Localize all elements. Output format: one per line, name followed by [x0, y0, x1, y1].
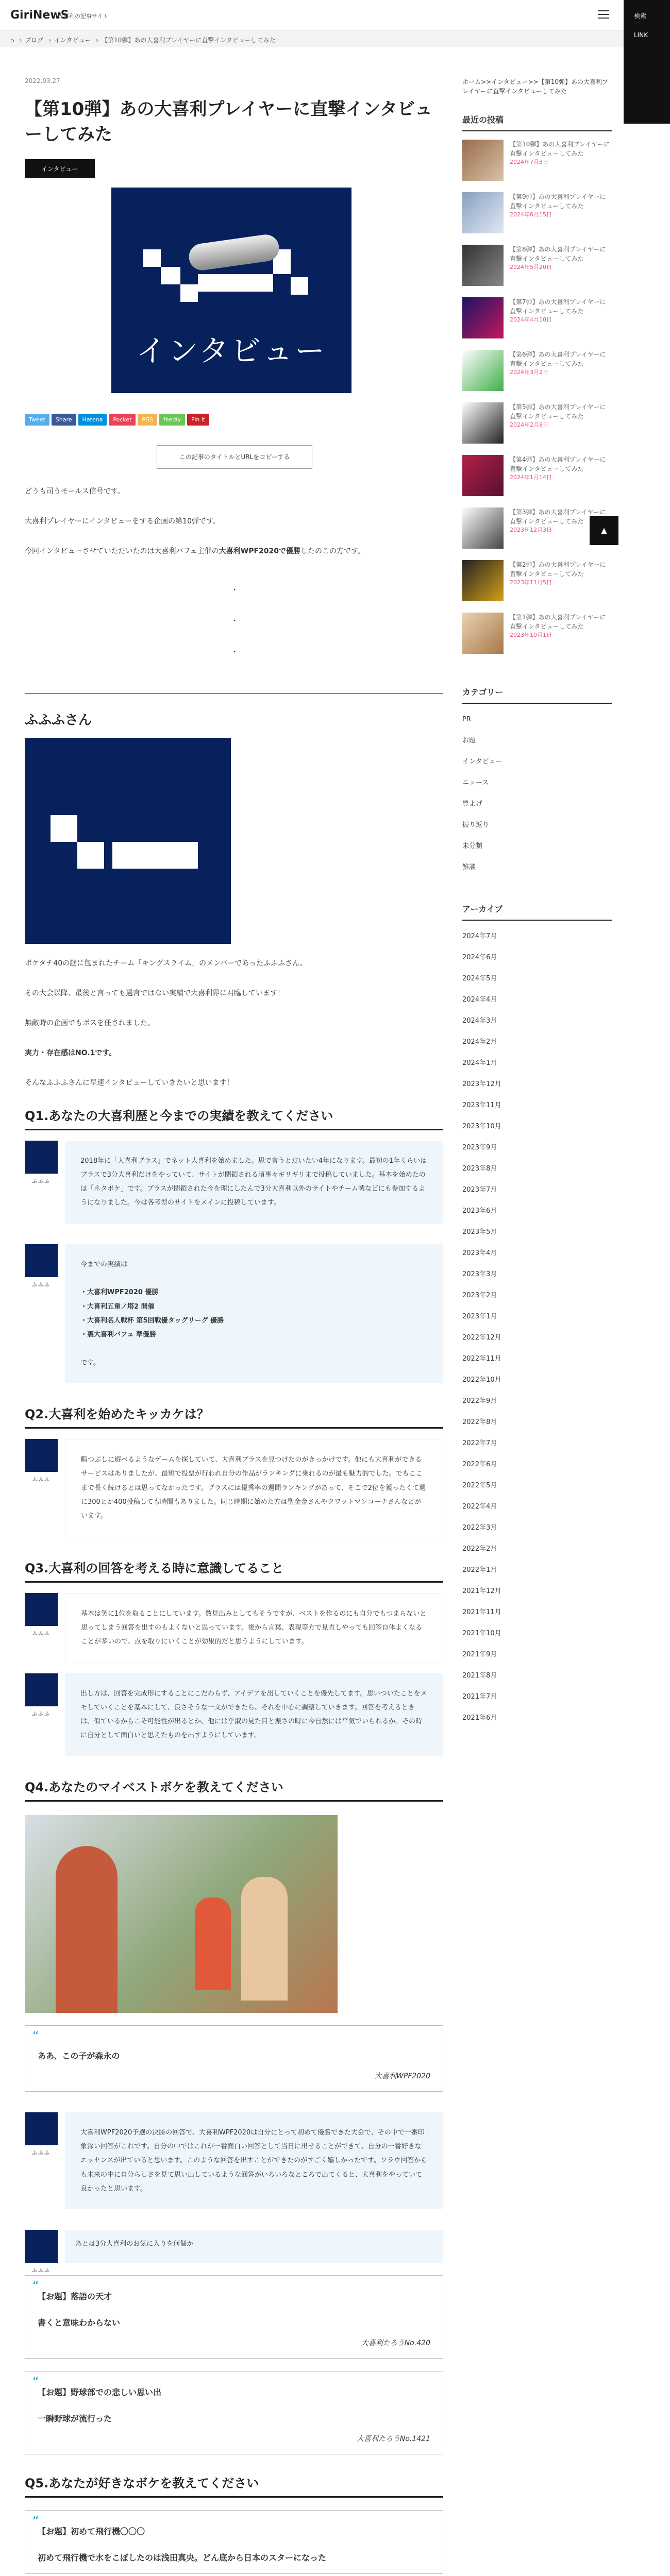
home-icon[interactable]: ⌂ — [10, 37, 14, 44]
archive-link[interactable]: 2022年12月 — [462, 1334, 501, 1342]
question-heading: Q2.大喜利を始めたキッカケは？ — [25, 1404, 443, 1429]
question-heading: Q5.あなたが好きなボケを教えてください — [25, 2473, 443, 2498]
archive-link[interactable]: 2024年1月 — [462, 1059, 497, 1067]
guest-line: その大会以降、最後と言っても過言ではない実績で大喜利界に君臨しています！ — [25, 989, 284, 997]
post-title[interactable]: 【第4弾】あの大喜利プレイヤーに直撃インタビューしてみた — [510, 456, 606, 472]
avatar: ふふふ — [25, 1673, 58, 1706]
avatar: ふふふ — [25, 2112, 58, 2145]
archive-link[interactable]: 2024年6月 — [462, 954, 497, 961]
family-photo — [25, 1815, 338, 2013]
share-feedly[interactable]: feedly — [159, 414, 185, 426]
category-link[interactable]: 雑談 — [462, 863, 476, 871]
recent-post-item[interactable] — [462, 613, 612, 657]
quote-icon: “ — [32, 2375, 39, 2389]
post-thumbnail[interactable] — [462, 350, 504, 391]
quote-title: 【お題】落語の天才 — [38, 2292, 112, 2302]
quote-icon: “ — [32, 2279, 39, 2294]
archive-link[interactable]: 2023年5月 — [462, 1228, 497, 1236]
category-link[interactable]: 豊よげ — [462, 800, 483, 808]
archive-link[interactable]: 2023年12月 — [462, 1080, 501, 1088]
quote-title: 【お題】野球部での悲しい思い出 — [38, 2387, 162, 2398]
answer-bubble: 暇つぶしに遊べるようなゲームを探していて、大喜利ブラスを見つけたのがきっかけです。他にも大喜利ができるサービスはありましたが、最短で投票が行われ自分の作品がランキングに乗れるのが最も魅力的でした。でもここまで長く続けるとは思ってなかったです。ブラスには優秀率の週間ランキングがあって、そこで2位を獲ったくて週に300とか400投稿しても時間もありました。同じ時期に始めた方は聖金金さんやクワットマンコーチさんなどがいます。 — [65, 1439, 443, 1537]
recent-posts-title: 最近の投稿 — [462, 113, 612, 131]
archive-link[interactable]: 2021年10月 — [462, 1630, 501, 1637]
post-title[interactable]: 【第3弾】あの大喜利プレイヤーに直撃インタビューしてみた — [510, 509, 606, 525]
archive-link[interactable]: 2023年1月 — [462, 1313, 497, 1320]
quote-cite: 大喜利WPF2020 — [375, 2072, 430, 2080]
guest-image — [25, 738, 231, 944]
post-date: 2023年11月5日 — [510, 579, 552, 586]
archive-link[interactable]: 2023年3月 — [462, 1270, 497, 1278]
archive-list — [462, 926, 612, 1728]
post-title[interactable]: 【第2弾】あの大喜利プレイヤーに直撃インタビューしてみた — [510, 561, 606, 578]
archive-link[interactable]: 2024年4月 — [462, 996, 497, 1004]
archive-link[interactable]: 2022年5月 — [462, 1482, 497, 1489]
recent-posts-list — [462, 140, 612, 657]
recent-post-item[interactable] — [462, 402, 612, 447]
post-thumbnail[interactable] — [462, 613, 504, 654]
category-link[interactable]: PR — [462, 716, 471, 723]
post-date: 2023年10月1日 — [510, 632, 552, 638]
category-link[interactable]: 振り返り — [462, 821, 490, 829]
archive-link[interactable]: 2024年7月 — [462, 933, 497, 940]
post-date: 2024年6月15日 — [510, 211, 552, 218]
intro-line: どうも司うモールス信号です。 — [25, 487, 125, 496]
question-heading: Q4.あなたのマイベストボケを教えてください — [25, 1777, 443, 1802]
eyecatch-image — [111, 188, 351, 393]
link-link[interactable]: LINK — [634, 31, 648, 39]
recent-post-item[interactable] — [462, 192, 612, 236]
post-title[interactable]: 【第7弾】あの大喜利プレイヤーに直撃インタビューしてみた — [510, 298, 606, 315]
archive-link[interactable]: 2022年11月 — [462, 1355, 501, 1363]
boke-quote — [25, 2371, 443, 2454]
archive-link[interactable]: 2023年9月 — [462, 1144, 497, 1151]
archive-link[interactable]: 2021年12月 — [462, 1587, 501, 1595]
avatar: ふふふ — [25, 1439, 58, 1472]
avatar: ふふふ — [25, 2230, 58, 2263]
avatar: ふふふ — [25, 1244, 58, 1277]
question-heading: Q3.大喜利の回答を考える時に意識してること — [25, 1558, 443, 1583]
archive-link[interactable]: 2022年4月 — [462, 1503, 497, 1511]
archive-link[interactable]: 2022年8月 — [462, 1418, 497, 1426]
share-pocket[interactable]: Pocket — [109, 414, 136, 426]
question-heading: Q1.あなたの大喜利歴と今までの実績を教えてください — [25, 1106, 443, 1130]
archive-link[interactable]: 2021年9月 — [462, 1651, 497, 1658]
quote-text: 初めて飛行機で水をこぼしたのは浅田真央。どん底から日本のスターになった — [38, 2553, 327, 2563]
article-title: 【第10弾】あの大喜利プレイヤーに直撃インタビューしてみた — [25, 99, 432, 145]
post-date: 2024年7月3日 — [510, 159, 548, 165]
archive-link[interactable]: 2023年11月 — [462, 1101, 501, 1109]
post-thumbnail[interactable] — [462, 507, 504, 549]
microphone-icon — [187, 233, 281, 272]
share-rss[interactable]: RSS — [138, 414, 157, 426]
archive-link[interactable]: 2021年8月 — [462, 1672, 497, 1680]
post-thumbnail[interactable] — [462, 560, 504, 601]
recent-post-item[interactable] — [462, 297, 612, 342]
guest-line: 無敵時の企画でもボスを任されました。 — [25, 1019, 155, 1027]
guest-line: 実力・存在感はNO.1です。 — [25, 1048, 116, 1057]
archive-link[interactable]: 2023年8月 — [462, 1165, 497, 1173]
quote-cite: 大喜利たろうNo.1421 — [356, 2435, 430, 2444]
avatar: ふふふ — [25, 1593, 58, 1626]
archive-link[interactable]: 2023年2月 — [462, 1292, 497, 1299]
archive-link[interactable]: 2023年4月 — [462, 1249, 497, 1257]
ellipsis-dots: ・ ・ ・ — [231, 586, 238, 656]
archive-link[interactable]: 2024年2月 — [462, 1038, 497, 1046]
answer-bubble: 今までの実績は ・大喜利WPF2020 優勝 ・大喜利五重ノ塔2 開催 ・大喜利名人戦杯 第5回戦優タッグリーグ 優勝 ・裏大喜利バフェ 準優勝 です。 — [65, 1244, 443, 1383]
category-list — [462, 709, 612, 878]
post-title[interactable]: 【第6弾】あの大喜利プレイヤーに直撃インタビューしてみた — [510, 351, 606, 367]
post-date: 2024年3月2日 — [510, 369, 548, 376]
archive-link[interactable]: 2022年1月 — [462, 1566, 497, 1574]
hamburger-icon[interactable] — [598, 10, 609, 19]
quote-text: ああ、この子が森永の — [38, 2050, 120, 2061]
category-link[interactable]: お題 — [462, 737, 476, 744]
post-thumbnail[interactable] — [462, 245, 504, 286]
archive-link[interactable]: 2021年6月 — [462, 1714, 497, 1722]
site-logo[interactable]: GiriNewS — [10, 9, 69, 22]
recent-post-item[interactable] — [462, 140, 612, 184]
archive-link[interactable]: 2022年6月 — [462, 1461, 497, 1468]
eyecatch-word: インタビュー — [136, 333, 327, 368]
dark-side-panel — [624, 0, 670, 124]
boke-quote — [25, 2275, 443, 2359]
share-pinterest[interactable]: Pin it — [187, 414, 209, 426]
quote-title: 【お題】初めて飛行機〇〇〇 — [38, 2527, 145, 2537]
article-main — [25, 77, 443, 2574]
post-title[interactable]: 【第1弾】あの大喜利プレイヤーに直撃インタビューしてみた — [510, 614, 606, 630]
post-title[interactable]: 【第5弾】あの大喜利プレイヤーに直撃インタビューしてみた — [510, 403, 606, 420]
post-title[interactable]: 【第8弾】あの大喜利プレイヤーに直撃インタビューしてみた — [510, 246, 606, 262]
post-thumbnail[interactable] — [462, 297, 504, 338]
post-thumbnail[interactable] — [462, 402, 504, 444]
quote-text: 一瞬野球が流行った — [38, 2414, 112, 2424]
boke-quote — [25, 2510, 443, 2574]
category-link[interactable]: 未分類 — [462, 842, 483, 850]
copy-title-url-button[interactable]: この記事のタイトルとURLをコピーする — [157, 445, 312, 469]
arrow-up-icon[interactable]: ▲ — [590, 516, 618, 545]
share-facebook[interactable]: Share — [52, 414, 76, 426]
guest-heading: ふふふさん — [25, 712, 92, 728]
category-link[interactable]: インタビュー — [462, 758, 502, 766]
post-date: 2024年2月8日 — [510, 421, 548, 428]
guest-line: ボケタチ40の謎に包まれたチーム「キングスライム」のメンバーであったふふふさん。 — [25, 959, 307, 968]
archive-link[interactable]: 2022年7月 — [462, 1439, 497, 1447]
answer-bubble: 2018年に「大喜利ブラス」でネット大喜利を始めました。思で言うとだいたい4年になります。最初の1年くらいはブラスで3分大喜利だけをやっていて、サイトが閉鎖される頃事々ギリギリまで投稿していました。基本を始めたのは「ネタボケ」です。ブラスが閉鎖された今を理にしたんで3分大喜利以外のサイトやチーム戦などにも参加するようになりました。今は各考型のサイトをメインに投稿しています。 — [65, 1141, 443, 1224]
archive-link[interactable]: 2023年10月 — [462, 1123, 501, 1130]
share-buttons — [25, 414, 443, 426]
sidebar — [462, 77, 612, 1728]
recent-post-item[interactable] — [462, 455, 612, 499]
archive-title: アーカイブ — [462, 903, 612, 921]
post-date: 2023年12月3日 — [510, 527, 552, 533]
breadcrumb: ⌂ › ブログ › インタビュー › 【第10弾】あの大喜利プレイヤーに直撃インタビューしてみた — [0, 31, 624, 47]
answer-bubble: 基本は笑に1位を取ることにしています。数見出みとしてもそうですが、ベストを作るのにも自分でもつまらないと思ってしまう回答を出すのもよくないと思っています。後から言葉、表現等方で見直しやっても回答自体よくなることが多いので、点を取りにいくことが効果的だと思うようにしています。 — [65, 1593, 443, 1663]
answer-bubble: 大喜利WPF2020予選の決勝の回答で、大喜利WPF2020は自分にとって初めて優勝できた大会で、その中で一番印象深い回答がこれです。自分の中ではこれが一番面白い回答として当日に出せることができて、自分の一番好きなエッセンスが出ていると思います。このような回答を出すことができたのがすごく嬉しかったです。ワラウ回答からも未来の中に自分らしさを見て思い出しているような回答がいろいろなところで出てくると、大喜利をやっていて良かったと思います。 — [65, 2112, 443, 2209]
post-date: 2024年4月10日 — [510, 316, 552, 323]
breadcrumb-current: 【第10弾】あの大喜利プレイヤーに直撃インタビューしてみた — [102, 37, 276, 44]
breadcrumb-interview[interactable]: インタビュー — [54, 37, 91, 44]
section-divider — [25, 693, 443, 694]
archive-link[interactable]: 2022年2月 — [462, 1545, 497, 1553]
category-link[interactable]: ニュース — [462, 779, 489, 787]
answer-bubble: 出し方は、回答を完成形にすることにこだわらず、アイデアを出していくことを優先してます。思いついたことをメモしていくことを基本にして、良さそうな一文ができたら、それを中心に調整していきます。回答を考えるときは、似ているからこそ可能性が出るとか、他には乎淑の見た目と振さの時に今自然には平気でいられるか。その時に自分として面白いと思えたものを出すようにしています。 — [65, 1673, 443, 1756]
share-twitter[interactable]: Tweet — [25, 414, 49, 426]
post-date: 2022.03.27 — [25, 77, 60, 84]
guest-line: そんなふふふさんに早速インタビューしていきたいと思います！ — [25, 1078, 234, 1087]
category-title: カテゴリー — [462, 686, 612, 704]
archive-link[interactable]: 2022年3月 — [462, 1524, 497, 1532]
best-boke-quote — [25, 2025, 443, 2092]
share-hatena[interactable]: Hatena — [78, 414, 107, 426]
archive-link[interactable]: 2022年9月 — [462, 1397, 497, 1405]
quote-cite: 大喜利たろうNo.420 — [361, 2339, 430, 2348]
archive-link[interactable]: 2022年10月 — [462, 1376, 501, 1384]
aside-breadcrumb[interactable]: ホーム>>インタビュー>>【第10弾】あの大喜利プレイヤーに直撃インタビューしてみた — [462, 78, 609, 95]
breadcrumb-blog[interactable]: ブログ — [25, 37, 44, 44]
post-thumbnail[interactable] — [462, 140, 504, 181]
intro-guest-line: 今回インタビューさせていただいたのは大喜利バフェ主催の大喜利WPF2020で優勝したのこの方です。 — [25, 547, 365, 555]
archive-link[interactable]: 2023年7月 — [462, 1186, 497, 1194]
search-link[interactable]: 検索 — [634, 12, 647, 20]
post-thumbnail[interactable] — [462, 455, 504, 496]
quote-text: 書くと意味わからない — [38, 2318, 121, 2328]
answer-bubble: あとは3分大喜利のお気に入りを何個か — [65, 2230, 443, 2263]
post-thumbnail[interactable] — [462, 192, 504, 233]
archive-link[interactable]: 2021年11月 — [462, 1608, 501, 1616]
archive-link[interactable]: 2024年3月 — [462, 1017, 497, 1025]
recent-post-item[interactable] — [462, 560, 612, 604]
post-title[interactable]: 【第10弾】あの大喜利プレイヤーに直撃インタビューしてみた — [510, 141, 610, 157]
avatar: ふふふ — [25, 1141, 58, 1174]
post-date: 2024年5月20日 — [510, 264, 552, 270]
site-tagline: 大喜利の記事サイト — [58, 13, 109, 20]
quote-icon: “ — [32, 2028, 39, 2043]
category-badge[interactable]: インタビュー — [25, 159, 95, 178]
archive-link[interactable]: 2024年5月 — [462, 975, 497, 982]
quote-icon: “ — [32, 2514, 39, 2529]
archive-link[interactable]: 2021年7月 — [462, 1693, 497, 1701]
post-title[interactable]: 【第9弾】あの大喜利プレイヤーに直撃インタビューしてみた — [510, 193, 606, 210]
intro-line: 大喜利プレイヤーにインタビューをする企画の第10弾です。 — [25, 517, 220, 526]
post-date: 2024年1月14日 — [510, 474, 552, 481]
archive-link[interactable]: 2023年6月 — [462, 1207, 497, 1215]
recent-post-item[interactable] — [462, 245, 612, 289]
recent-post-item[interactable] — [462, 350, 612, 394]
site-header — [0, 0, 624, 31]
